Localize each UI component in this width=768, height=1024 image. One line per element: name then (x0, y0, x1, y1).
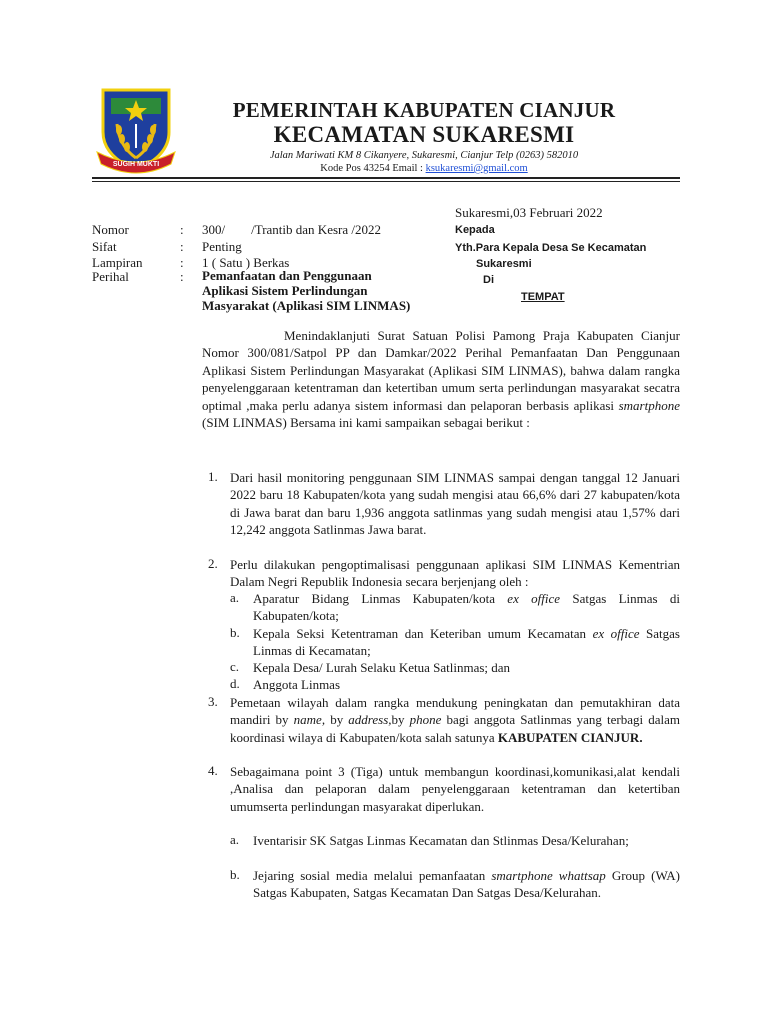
recipient-kepada: Kepada (455, 224, 495, 236)
kabupaten-cianjur-logo (95, 86, 177, 174)
item-4b-text (253, 867, 680, 902)
item-3-by-1: by (325, 712, 349, 728)
nomor-colon: : (180, 222, 184, 237)
letterhead-government-title: PEMERINTAH KABUPATEN CIANJUR (232, 98, 616, 122)
item-2a-ex-office: ex office (507, 591, 561, 606)
item-2a-text (253, 590, 680, 625)
svg-text:SUGIH MUKTI: SUGIH MUKTI (112, 161, 160, 168)
postal-code-label: Kode Pos 43254 Email : (320, 163, 426, 174)
item-4a-text: Iventarisir SK Satgas Linmas Kecamatan dan Stlinmas Desa/Kelurahan; (253, 833, 629, 848)
item-3-text (230, 694, 680, 746)
item-4a-letter: a. (230, 832, 240, 847)
item-2b-text-end: Satgas Linmas di Kecamatan; (253, 626, 680, 659)
item-4b-text-start: Jejaring sosial media melalui pemanfaatan (253, 868, 492, 883)
item-2c-text: Kepala Desa/ Lurah Selaku Ketua Satlinmas; dan (253, 660, 511, 675)
letterhead-address: Jalan Mariwati KM 8 Cikanyere, Sukaresmi, Cianjur Telp (0263) 582010 (269, 150, 579, 161)
item-4-number: 4. (208, 763, 218, 778)
item-2b-letter: b. (230, 625, 240, 640)
item-4b-letter: b. (230, 867, 240, 882)
recipient-tempat: TEMPAT (521, 291, 565, 303)
item-3-text-end: bagi anggota Satlinmas yang terbagi dalam koordinasi wilaya di Kabupaten/kota salah satunya (230, 712, 680, 745)
item-2-text: Perlu dilakukan pengoptimalisasi penggunaan aplikasi SIM LINMAS Kementrian Dalam Negri Republik Indonesia secara berjenjang oleh : (230, 557, 680, 590)
item-1-number: 1. (208, 469, 218, 484)
item-2a-text-end: Satgas Linmas di Kabupaten/kota; (253, 591, 681, 624)
perihal-line-3: Masyarakat (Aplikasi SIM LINMAS) (202, 298, 411, 313)
intro-paragraph (202, 327, 680, 431)
item-2a-letter: a. (230, 590, 240, 605)
item-2b-text-start: Kepala Seksi Ketentraman dan Keteriban umum Kecamatan (253, 626, 593, 641)
lampiran-label: Lampiran (92, 255, 143, 270)
recipient-place: Sukaresmi (476, 258, 532, 270)
item-2c-letter: c. (230, 659, 240, 674)
item-4b-smartphone-whatsapp: smartphone whattsap (491, 868, 606, 883)
perihal-colon: : (180, 269, 184, 284)
sifat-colon: : (180, 239, 184, 254)
item-3-kabupaten: KABUPATEN CIANJUR. (497, 729, 643, 745)
perihal-line-1: Pemanfaatan dan Penggunaan (202, 268, 372, 283)
intro-text-1: Menindaklanjuti Surat Satuan Polisi Pamong Praja Kabupaten Cianjur Nomor 300/081/Satpol PP dan Damkar/2022 Perihal Pemanfaatan Dan Penggunaan Aplikasi Sistem Perlindungan Masyarakat (Aplikasi SIM LINMAS), bahwa dalam rangka penyelenggaraan ketentraman dan ketertiban umum serta perlindungan masyarakat secatra optimal ,maka perlu adanya sistem informasi dan pelaporan berbasis aplikasi (202, 328, 680, 413)
item-4b-text-end: Group (WA) Satgas Kabupaten, Satgas Kecamatan Dan Satgas Desa/Kelurahan. (253, 868, 681, 901)
letterhead-divider-thin (92, 181, 680, 182)
item-2d-letter: d. (230, 676, 240, 691)
nomor-label: Nomor (92, 222, 129, 237)
sifat-value: Penting (202, 239, 242, 254)
item-2-number: 2. (208, 556, 218, 571)
item-3-address: address, (348, 712, 392, 728)
recipient-yth: Yth.Para Kepala Desa Se Kecamatan (455, 242, 647, 254)
perihal-label: Perihal (92, 269, 129, 284)
letterhead-divider-thick (92, 177, 680, 179)
recipient-di: Di (483, 274, 494, 286)
intro-smartphone: smartphone (618, 397, 680, 413)
item-3-name: name, (293, 712, 326, 728)
item-3-number: 3. (208, 694, 218, 709)
letterhead-postal-email (180, 163, 668, 174)
lampiran-colon: : (180, 255, 184, 270)
item-2d-text: Anggota Linmas (253, 677, 341, 692)
email-link[interactable]: ksukaresmi@gmail.com (425, 163, 528, 174)
item-2a-text-start: Aparatur Bidang Linmas Kabupaten/kota (253, 591, 508, 606)
item-1-text: Dari hasil monitoring penggunaan SIM LINMAS sampai dengan tanggal 12 Januari 2022 baru 18 Kabupaten/kota yang sudah mengisi atau 66,6% dari 27 kabupaten/kota di Jawa barat dan baru 1,936 anggota satlinmas yang sudah mengisi atau 1,57% dari 12,242 anggota Satlinmas Jawa barat. (230, 470, 680, 538)
nomor-value: 300/ /Trantib dan Kesra /2022 (202, 222, 381, 237)
intro-text-2: (SIM LINMAS) Bersama ini kami sampaikan sebagai berikut : (202, 415, 530, 431)
item-2b-text (253, 625, 680, 660)
item-3-phone: phone (409, 712, 442, 728)
letter-date: Sukaresmi,03 Februari 2022 (455, 205, 603, 220)
item-4-text: Sebagaimana point 3 (Tiga) untuk membangun koordinasi,komunikasi,alat kendali ,Analisa dan pelaporan dalam penyelenggaraan ketentraman dan ketertiban umumserta perlindungan masyarakat diperlukan. (230, 764, 680, 814)
item-3-by-2: by (391, 712, 410, 728)
item-3-text-start: Pemetaan wilayah dalam rangka mendukung peningkatan dan pemutakhiran data mandiri by (230, 695, 680, 728)
lampiran-value: 1 ( Satu ) Berkas (202, 255, 290, 270)
sifat-label: Sifat (92, 239, 117, 254)
letterhead-district-title: KECAMATAN SUKARESMI (273, 122, 575, 147)
perihal-line-2: Aplikasi Sistem Perlindungan (202, 283, 368, 298)
item-2b-ex-office: ex office (592, 626, 640, 641)
